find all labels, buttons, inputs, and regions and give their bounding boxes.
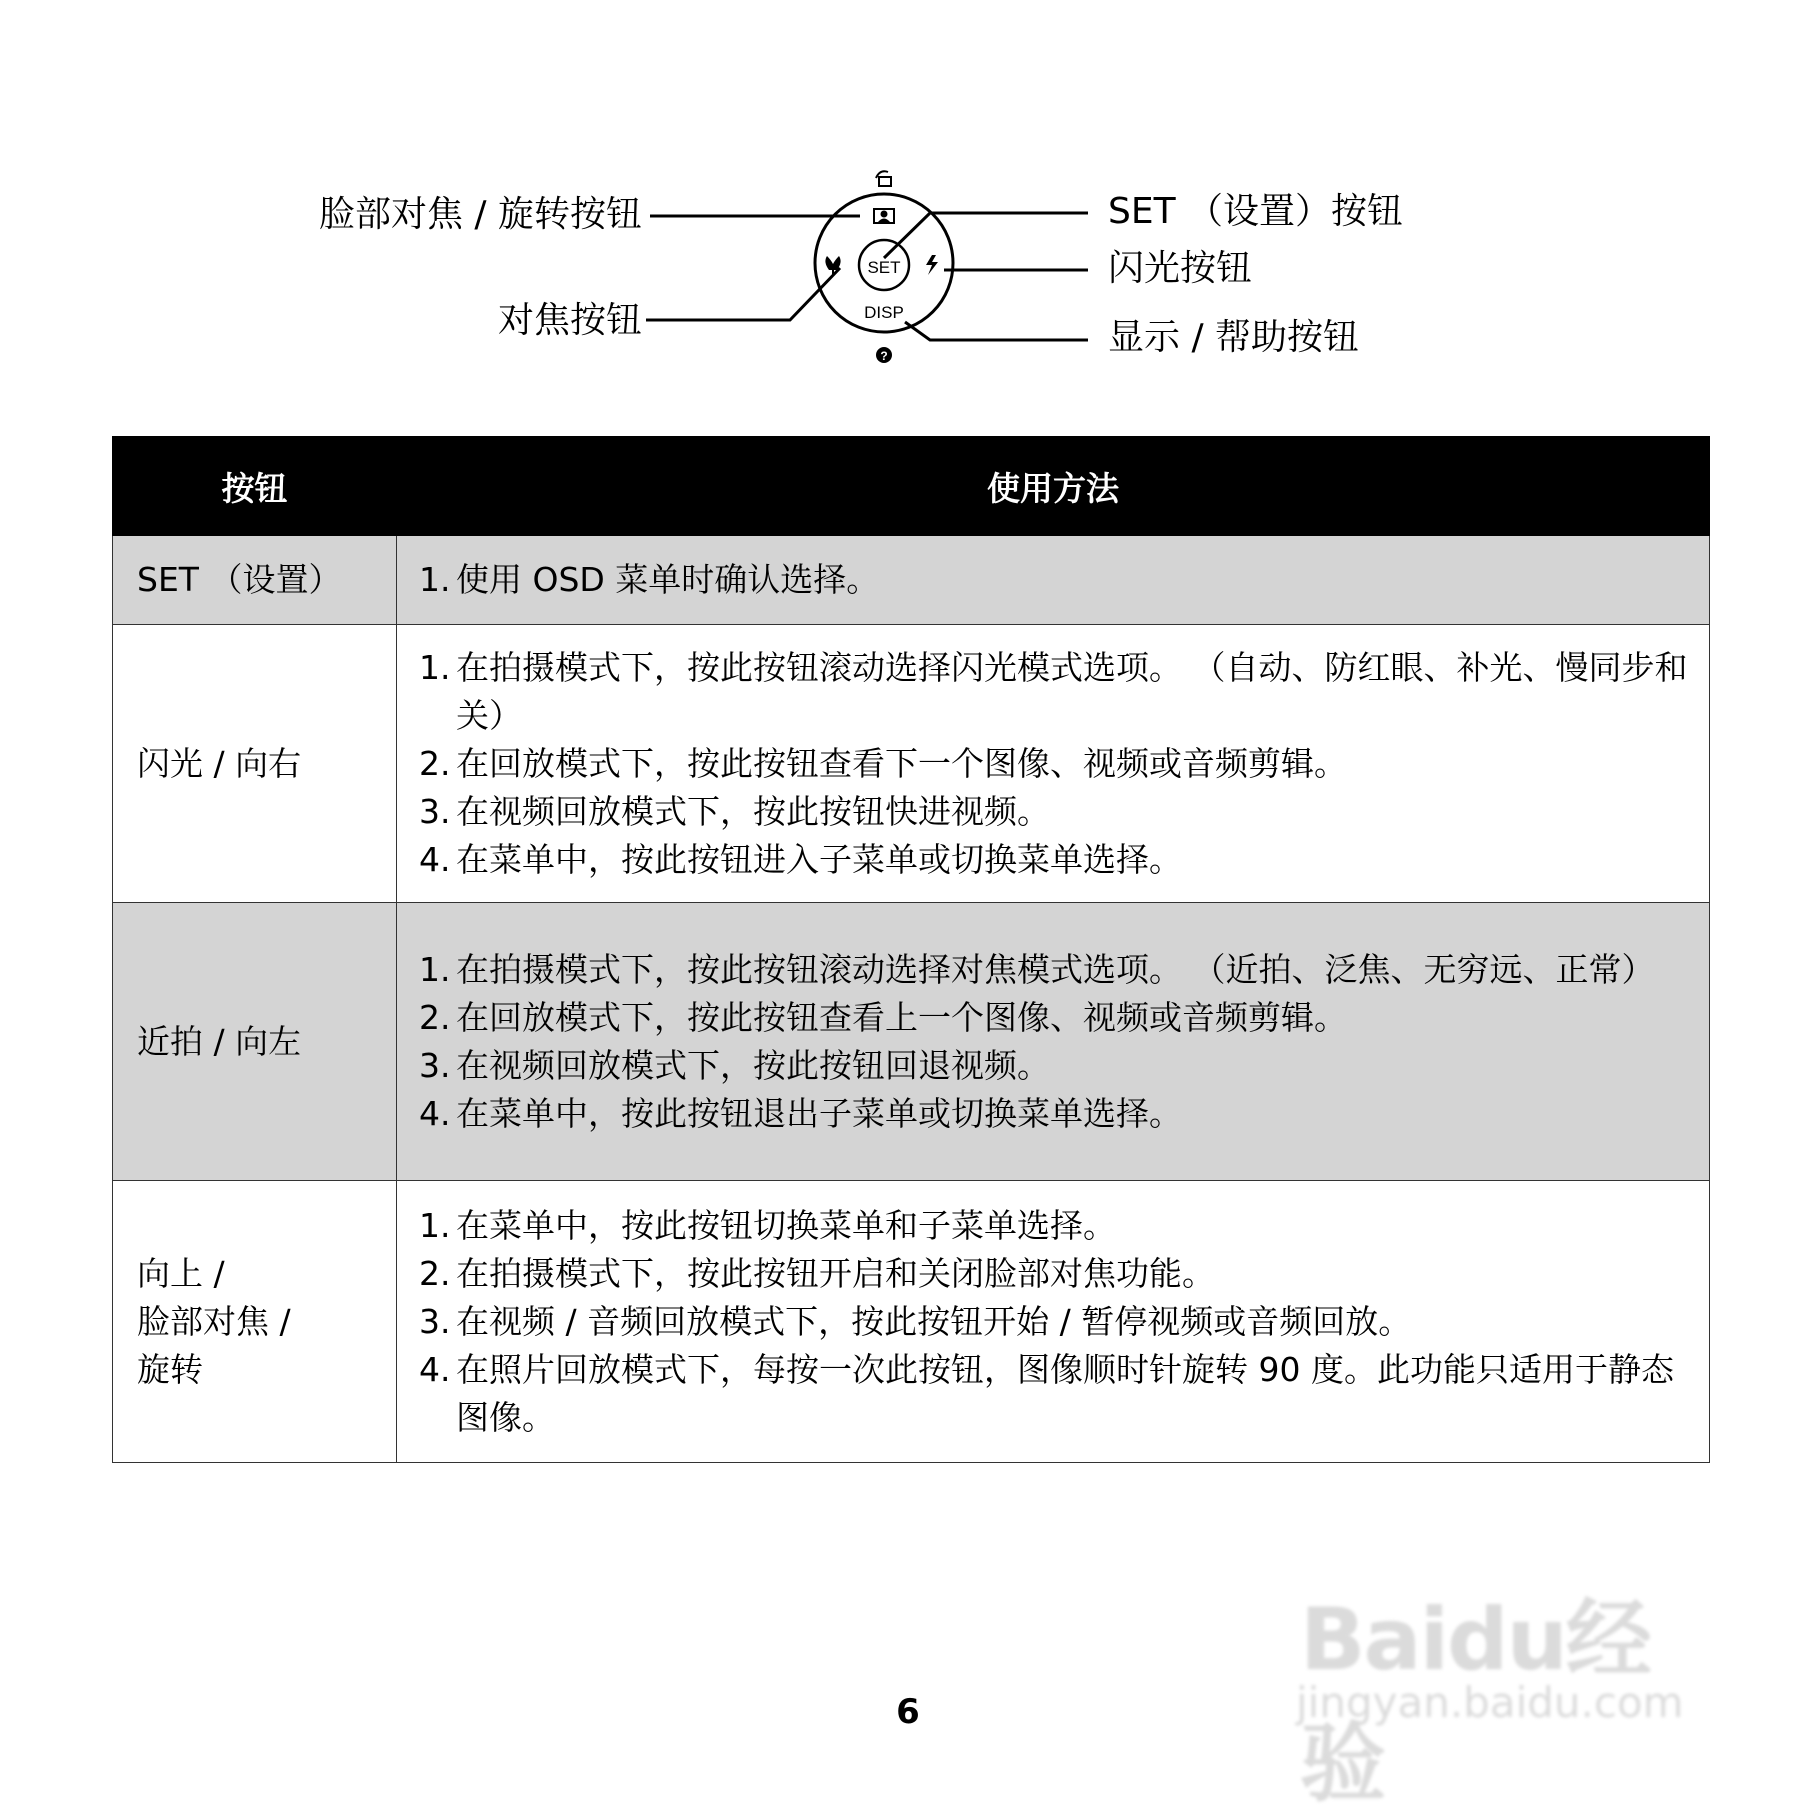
table-row-macro-left [113,903,1710,1181]
watermark-logo: Baidu经验 [1300,1590,1650,1814]
table-row-up-face-rotate [113,1181,1710,1463]
svg-text:?: ? [880,349,888,363]
usage-cell [397,1181,1710,1463]
usage-item: 1. 在菜单中，按此按钮切换菜单和子菜单选择。 [419,1205,1116,1245]
button-cell: 近拍 / 向左 [113,903,397,1181]
button-cell-line: 旋转 [137,1349,203,1389]
usage-item: 4. 在菜单中，按此按钮进入子菜单或切换菜单选择。 [419,839,1182,879]
usage-item: 3. 在视频回放模式下，按此按钮回退视频。 [419,1045,1050,1085]
usage-item: 1. 在拍摄模式下，按此按钮滚动选择对焦模式选项。 （近拍、泛焦、无穷远、正常） [419,949,1655,989]
header-button: 按钮 [113,437,397,536]
flash-icon [926,255,938,275]
callout-flash-button: 闪光按钮 [1108,248,1253,289]
face-detect-icon [874,209,894,223]
usage-item: 3. 在视频 / 音频回放模式下，按此按钮开始 / 暂停视频或音频回放。 [419,1301,1412,1341]
button-cell-line: 向上 / [137,1253,225,1293]
callout-set-button: SET （设置）按钮 [1108,191,1404,232]
control-diagram [0,0,1816,400]
table-row-flash-right [113,625,1710,903]
usage-item: 4. 在照片回放模式下，每按一次此按钮，图像顺时针旋转 90 度。此功能只适用于静态图像。 [419,1349,1674,1437]
button-usage-table [112,436,1710,1463]
table-header-row [113,437,1710,536]
usage-item: 1. 使用 OSD 菜单时确认选择。 [419,560,880,599]
dial-disp-text: DISP [864,303,904,322]
button-cell: 闪光 / 向右 [113,625,397,903]
usage-cell [397,903,1710,1181]
macro-icon [825,256,840,276]
header-usage: 使用方法 [397,437,1710,536]
table-row-set [113,536,1710,625]
usage-cell [397,536,1710,625]
leader-disp [905,322,1088,340]
usage-item: 2. 在回放模式下，按此按钮查看下一个图像、视频或音频剪辑。 [419,743,1347,783]
leader-set [884,213,1088,258]
rotate-icon [876,171,891,186]
usage-item: 2. 在拍摄模式下，按此按钮开启和关闭脸部对焦功能。 [419,1253,1215,1293]
callout-face-rotate-button: 脸部对焦 / 旋转按钮 [318,194,642,235]
usage-item: 4. 在菜单中，按此按钮退出子菜单或切换菜单选择。 [419,1093,1182,1133]
baidu-watermark [1290,1570,1720,1814]
callout-display-help-button: 显示 / 帮助按钮 [1108,317,1360,358]
usage-item: 1. 在拍摄模式下，按此按钮滚动选择闪光模式选项。 （自动、防红眼、补光、慢同步和关） [419,647,1688,735]
help-icon [876,347,892,363]
usage-item: 3. 在视频回放模式下，按此按钮快进视频。 [419,791,1050,831]
button-cell: SET （设置） [113,536,397,625]
leader-focus [646,268,840,320]
button-cell [113,1181,397,1463]
usage-item: 2. 在回放模式下，按此按钮查看上一个图像、视频或音频剪辑。 [419,997,1347,1037]
page-number: 6 [896,1692,920,1732]
usage-cell [397,625,1710,903]
dial-graphic [0,0,1816,400]
watermark-url: jingyan.baidu.com [1296,1678,1684,1727]
button-cell-line: 脸部对焦 / [137,1301,291,1341]
dial-set-text: SET [867,258,901,277]
callout-focus-button: 对焦按钮 [497,300,642,341]
